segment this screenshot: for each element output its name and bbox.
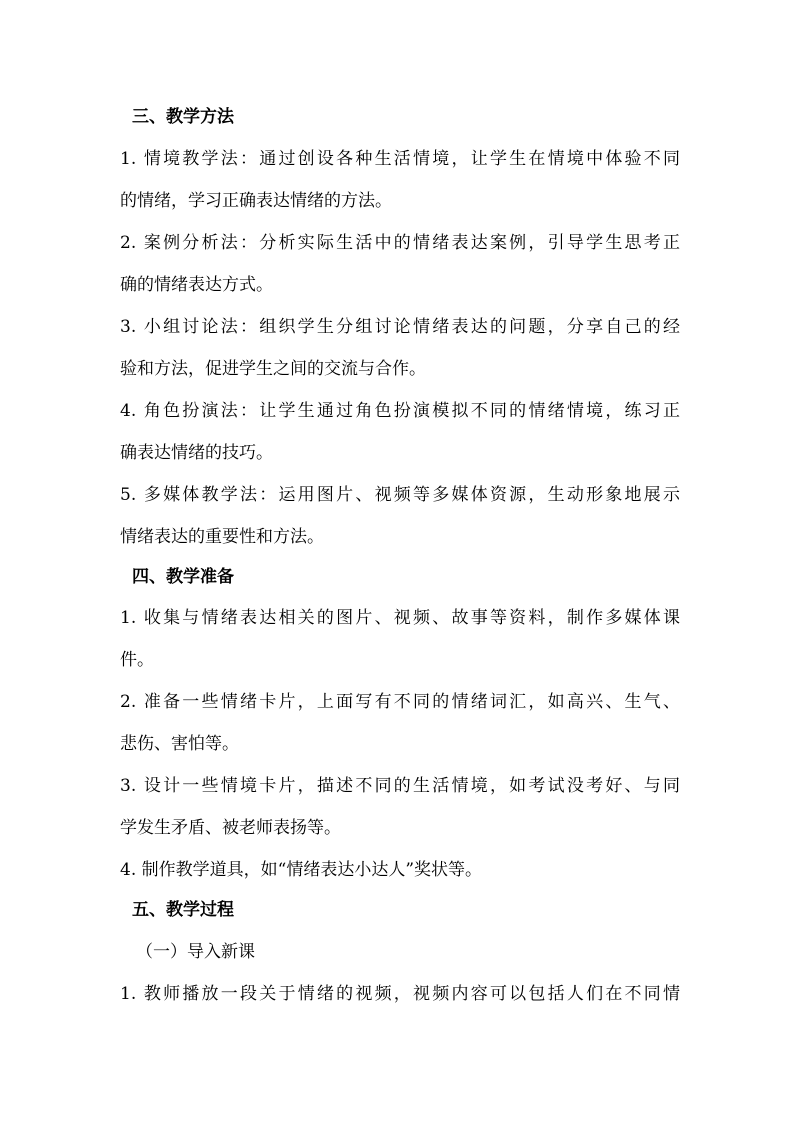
subsection-heading: （一）导入新课 [136,942,255,962]
paragraph-line: 5. 多媒体教学法：运用图片、视频等多媒体资源，生动形象地展示 [120,485,680,505]
section-heading: 三、教学方法 [132,107,234,127]
paragraph-line: 3. 小组讨论法：组织学生分组讨论情绪表达的问题，分享自己的经 [120,317,680,337]
paragraph-line: 确表达情绪的技巧。 [120,443,273,463]
paragraph-line: 学发生矛盾、被老师表扬等。 [120,818,341,838]
paragraph-line: 1. 收集与情绪表达相关的图片、视频、故事等资料，制作多媒体课 [120,608,680,628]
paragraph-line: 4. 角色扮演法：让学生通过角色扮演模拟不同的情绪情境，练习正 [120,401,680,421]
paragraph-line: 3. 设计一些情境卡片，描述不同的生活情境，如考试没考好、与同 [120,776,680,796]
paragraph-line: 2. 准备一些情绪卡片，上面写有不同的情绪词汇，如高兴、生气、 [120,692,680,712]
paragraph-line: 确的情绪表达方式。 [120,275,273,295]
paragraph-line: 4. 制作教学道具，如“情绪表达小达人”奖状等。 [120,860,483,880]
paragraph-line: 件。 [120,650,154,670]
paragraph-line: 的情绪，学习正确表达情绪的方法。 [120,191,392,211]
paragraph-line: 情绪表达的重要性和方法。 [120,527,324,547]
section-heading: 五、教学过程 [132,900,234,920]
section-heading: 四、教学准备 [132,567,234,587]
paragraph-line: 1. 教师播放一段关于情绪的视频，视频内容可以包括人们在不同情 [120,984,680,1004]
paragraph-line: 验和方法，促进学生之间的交流与合作。 [120,359,426,379]
paragraph-line: 2. 案例分析法：分析实际生活中的情绪表达案例，引导学生思考正 [120,233,680,253]
paragraph-line: 1. 情境教学法：通过创设各种生活情境，让学生在情境中体验不同 [120,149,680,169]
paragraph-line: 悲伤、害怕等。 [120,734,239,754]
